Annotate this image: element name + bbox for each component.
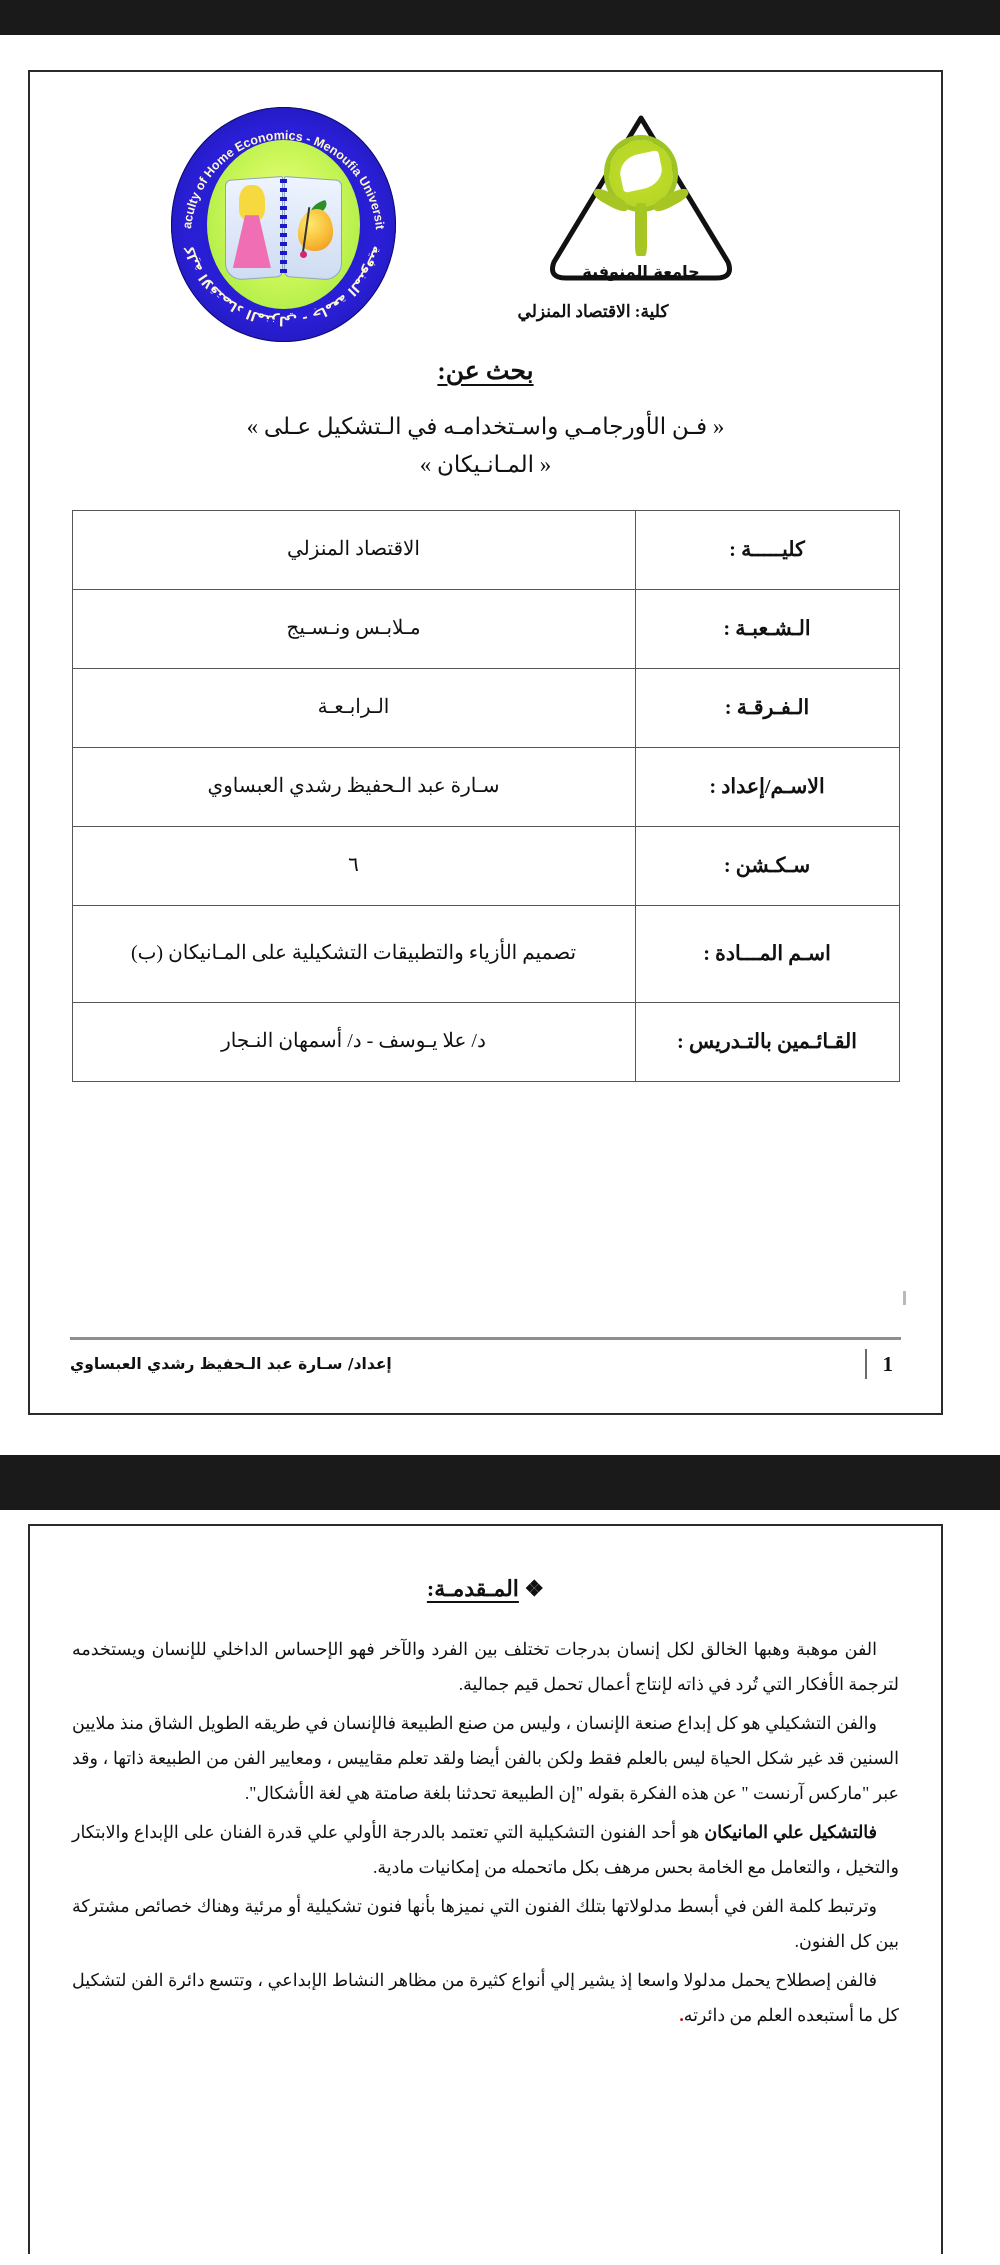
research-title <box>166 408 806 484</box>
table-row <box>72 1002 899 1081</box>
faculty-home-economics-seal-icon <box>167 96 396 342</box>
row-value: د/ علا يـوسف - د/ أسمهان النـجار <box>72 1002 635 1081</box>
college-line: كلية: الاقتصاد المنزلي <box>517 302 669 321</box>
row-value: الاقتصاد المنزلي <box>72 510 635 589</box>
research-label: بحث عن: <box>437 358 534 385</box>
document-page-2 <box>0 1510 1000 2265</box>
row-label: كليـــــة : <box>635 510 899 589</box>
page-footer <box>70 1347 901 1381</box>
table-row <box>72 668 899 747</box>
research-title-line-2: « المـانـيكان » <box>419 451 552 477</box>
page-2-sheet <box>28 1524 943 2254</box>
paragraph-final-text: فالفن إصطلاح يحمل مدلولا واسعا إذ يشير إلي أنواع كثيرة من مظاهر النشاط الإبداعي ، وتتسع دائرة الفن لتشكيل كل ما أستبعده العلم من دائرته <box>72 1970 899 2025</box>
menoufia-university-triangle-logo-icon <box>546 112 736 287</box>
page-separator-band <box>0 1455 1000 1510</box>
introduction-heading-text: المـقدمـة: <box>426 1576 519 1601</box>
row-label: القـائـمين بالتـدريس : <box>635 1002 899 1081</box>
introduction-heading <box>72 1576 899 1602</box>
paragraph-bold-prefix: فالتشكيل علي المانيكان <box>704 1822 878 1842</box>
top-black-band <box>0 0 1000 35</box>
row-label: سـكـشن : <box>635 826 899 905</box>
university-name: جامعة المنوفية <box>582 262 700 281</box>
paragraph: الفن موهبة وهبها الخالق لكل إنسان بدرجات تختلف بين الفرد والآخر فهو الإحساس الداخلي للإنسان ويستخدمه لترجمة الأفكار التي تُرد في ذاته لإنتاج أعمال تحمل قيم جمالية. <box>72 1639 899 1694</box>
cover-info-table <box>72 510 900 1082</box>
table-row <box>72 510 899 589</box>
table-row <box>72 589 899 668</box>
paragraph: وترتبط كلمة الفن في أبسط مدلولاتها بتلك الفنون التي نميزها بأنها فنون تشكيلية أو مرئية وهناك خصائص مشتركة بين كل الفنون. <box>72 1896 899 1951</box>
row-label: الـفـرقـة : <box>635 668 899 747</box>
row-label: الاسـم/إعداد : <box>635 747 899 826</box>
page-number-group <box>865 1349 902 1379</box>
table-row <box>72 747 899 826</box>
final-red-period: . <box>679 2005 684 2025</box>
paragraph: والفن التشكيلي هو كل إبداع صنعة الإنسان ، وليس من صنع الطبيعة فالإنسان في طريقه الطويل الشاق منذ ملايين السنين قد غير شكل الحياة ليس بالعلم فقط ولكن بالفن أيضا ولقد تعلم مقاييس ، ومعايير الفن من الطبيعة ذاتها ، وقد عبر "ماركس آرنست " عن هذه الفكرة بقوله "إن الطبيعة تحدثنا بلغة صامتة هي لغة الأشكال". <box>72 1713 899 1803</box>
page-number: 1 <box>882 1351 893 1376</box>
svg-text:Faculty of Home Economics - Me <box>167 96 387 231</box>
row-value: سـارة عبد الـحفيظ رشدي العبساوي <box>72 747 635 826</box>
seal-english-arc: Faculty of Home Economics - Menoufia University <box>167 96 388 231</box>
document-page-1 <box>0 35 1000 1455</box>
table-row <box>72 826 899 905</box>
paragraph-highlighted <box>72 1815 899 1885</box>
row-value: ٦ <box>72 826 635 905</box>
page-1-sheet <box>28 70 943 1415</box>
row-label: اسـم المـــادة : <box>635 905 899 1002</box>
row-value: مـلابـس ونـسـيج <box>72 589 635 668</box>
footer-divider <box>70 1337 901 1340</box>
seal-arc-text <box>167 96 396 342</box>
stray-mark <box>903 1291 906 1305</box>
paragraph-final <box>72 1963 899 2033</box>
row-value: الـرابـعـة <box>72 668 635 747</box>
row-label: الـشـعبـة : <box>635 589 899 668</box>
seal-arabic-arc: كلية الاقتصاد المنزلي - جامعة المنوفية <box>182 243 385 328</box>
row-value: تصميم الأزياء والتطبيقات التشكيلية على المـانيكان (ب) <box>72 905 635 1002</box>
bullet-diamond-icon: ❖ <box>524 1576 545 1601</box>
cover-info-table-body <box>72 510 899 1081</box>
svg-text:كلية الاقتصاد المنزلي - جامعة <box>182 244 384 328</box>
paragraph-rest: هو أحد الفنون التشكيلية التي تعتمد بالدرجة الأولي علي قدرة الفنان على الإبداع والابتكار والتخيل ، والتعامل مع الخامة بحس مرهف بكل ماتحمله من إمكانيات مادية. <box>72 1822 899 1877</box>
research-title-line-1: « فـن الأورجامـي واسـتخدامـه في الـتشكيل عـلى » <box>246 414 725 439</box>
footer-author: إعداد/ سـارة عبد الـحفيظ رشدي العبساوي <box>70 1355 392 1373</box>
table-row <box>72 905 899 1002</box>
logo-row <box>30 72 941 332</box>
